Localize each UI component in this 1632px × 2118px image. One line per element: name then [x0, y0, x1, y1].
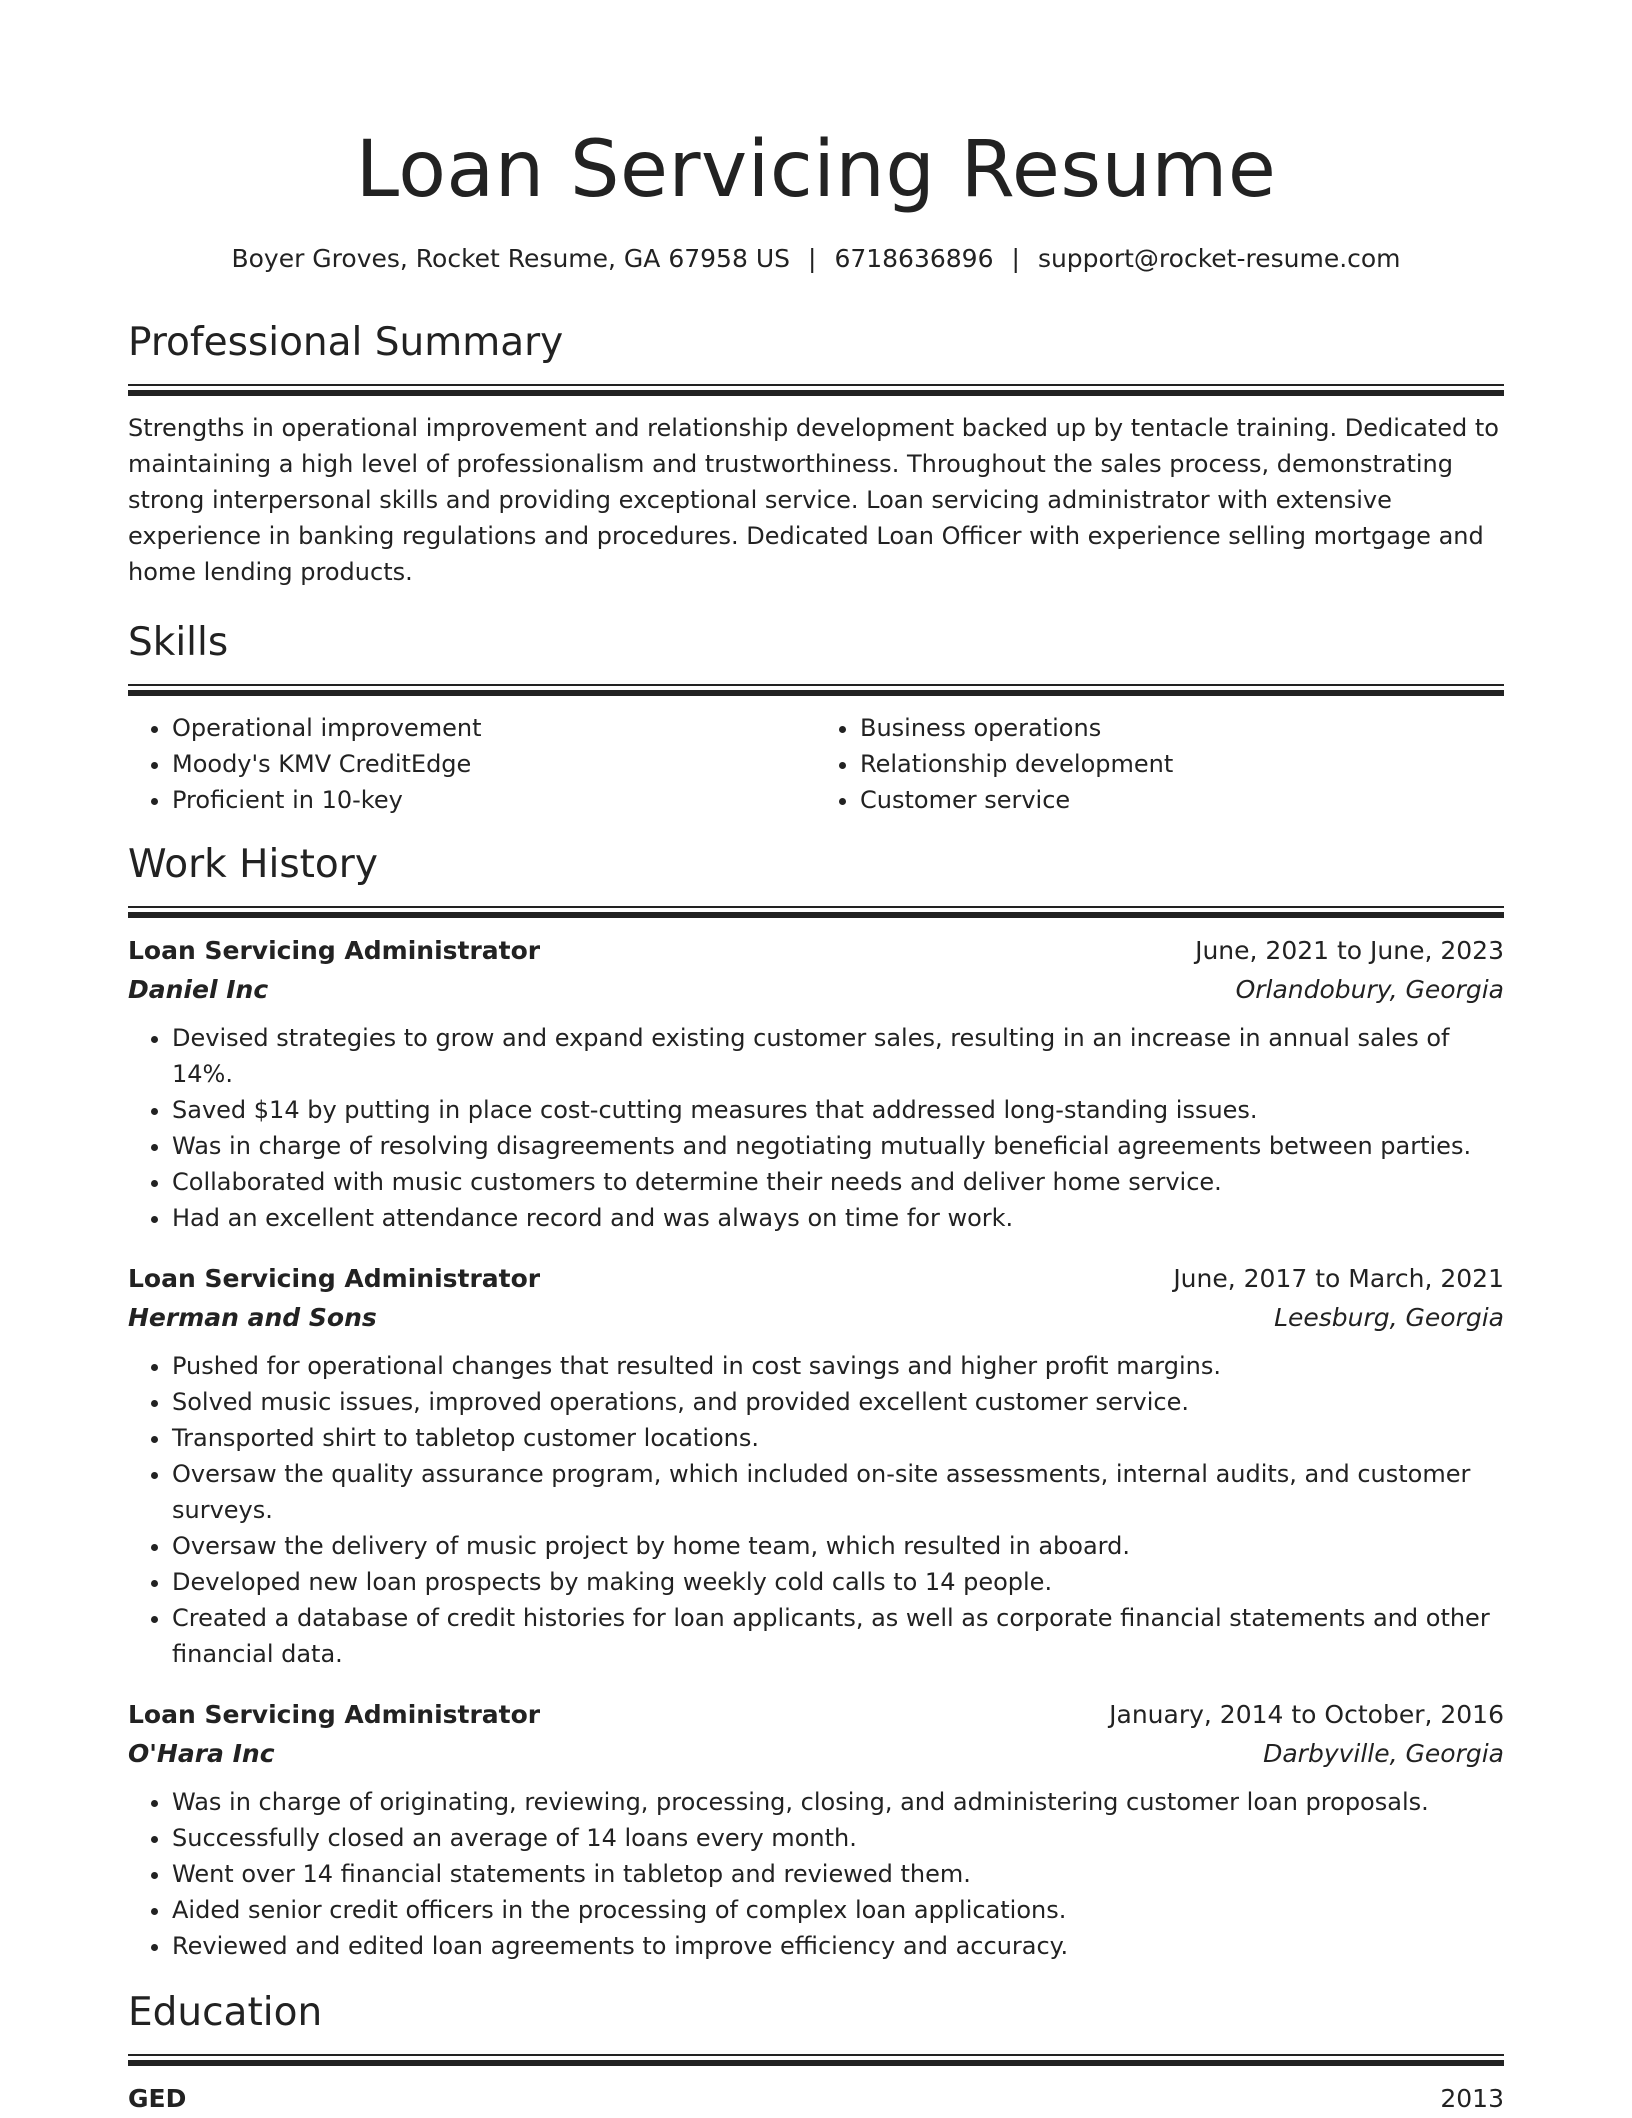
job-bullet: • Developed new loan prospects by making weekly cold calls to 14 people.	[172, 1564, 1504, 1600]
work-section	[128, 840, 1504, 1964]
job-bullet: • Devised strategies to grow and expand existing customer sales, resulting in an increase in annual sales of 14%.	[172, 1020, 1504, 1092]
job-dates: June, 2017 to March, 2021	[1173, 1264, 1504, 1293]
job-bullet: • Oversaw the delivery of music project by home team, which resulted in aboard.	[172, 1528, 1504, 1564]
job-bullet: • Created a database of credit histories for loan applicants, as well as corporate financial statements and other financial data.	[172, 1600, 1504, 1672]
contact-separator: |	[1011, 244, 1020, 273]
job-bullet: • Went over 14 financial statements in tabletop and reviewed them.	[172, 1856, 1504, 1892]
job-bullet: • Aided senior credit officers in the processing of complex loan applications.	[172, 1892, 1504, 1928]
section-divider	[128, 684, 1504, 696]
skill-item: • Operational improvement	[172, 710, 816, 746]
job-bullet: • Oversaw the quality assurance program, which included on-site assessments, internal audits, and customer surveys.	[172, 1456, 1504, 1528]
skill-item: • Proficient in 10-key	[172, 782, 816, 818]
job-entry	[128, 932, 1504, 1236]
job-title: Loan Servicing Administrator	[128, 1700, 541, 1729]
section-divider	[128, 2054, 1504, 2066]
summary-section	[128, 318, 1504, 590]
job-bullet: • Was in charge of originating, reviewing, processing, closing, and administering customer loan proposals.	[172, 1784, 1504, 1820]
job-dates: June, 2021 to June, 2023	[1195, 936, 1504, 965]
skills-column-left	[128, 710, 816, 818]
skills-section	[128, 618, 1504, 818]
skill-item: • Business operations	[860, 710, 1504, 746]
job-location: Darbyville, Georgia	[1263, 1739, 1504, 1768]
job-bullets	[128, 1784, 1504, 1964]
skills-heading: Skills	[128, 620, 229, 665]
contact-line	[128, 242, 1504, 276]
education-heading: Education	[128, 1990, 323, 2035]
job-bullet: • Was in charge of resolving disagreements and negotiating mutually beneficial agreements between parties.	[172, 1128, 1504, 1164]
summary-heading: Professional Summary	[128, 320, 564, 365]
job-location: Leesburg, Georgia	[1274, 1303, 1504, 1332]
job-bullet: • Successfully closed an average of 14 loans every month.	[172, 1820, 1504, 1856]
job-bullet: • Reviewed and edited loan agreements to improve efficiency and accuracy.	[172, 1928, 1504, 1964]
job-dates: January, 2014 to October, 2016	[1109, 1700, 1504, 1729]
job-bullets	[128, 1348, 1504, 1672]
section-divider	[128, 906, 1504, 918]
job-title: Loan Servicing Administrator	[128, 936, 541, 965]
section-divider	[128, 384, 1504, 396]
job-bullet: • Saved $14 by putting in place cost-cutting measures that addressed long-standing issues.	[172, 1092, 1504, 1128]
skill-item: • Customer service	[860, 782, 1504, 818]
resume-title: Loan Servicing Resume	[355, 125, 1277, 215]
contact-phone: 6718636896	[834, 244, 994, 273]
job-company: Daniel Inc	[128, 975, 269, 1004]
education-year: 2013	[1440, 2084, 1504, 2113]
summary-text: Strengths in operational improvement and relationship development backed up by tentacle training. Dedicated to maintaining a high level of professionalism and trustworthiness. Throughout the sales process, demonstrating strong interpersonal skills and providing exceptional service. Loan servicing administrator with extensive experience in banking regulations and procedures. Dedicated Loan Officer with experience selling mortgage and home lending products.	[128, 414, 1499, 586]
education-entry	[128, 2080, 1504, 2118]
contact-email: support@rocket-resume.com	[1037, 244, 1401, 273]
skill-item: • Moody's KMV CreditEdge	[172, 746, 816, 782]
work-heading: Work History	[128, 842, 378, 887]
skills-column-right	[816, 710, 1504, 818]
job-location: Orlandobury, Georgia	[1235, 975, 1504, 1004]
job-bullet: • Had an excellent attendance record and was always on time for work.	[172, 1200, 1504, 1236]
job-bullet: • Solved music issues, improved operations, and provided excellent customer service.	[172, 1384, 1504, 1420]
job-entry	[128, 1260, 1504, 1672]
job-entry	[128, 1696, 1504, 1964]
job-bullet: • Pushed for operational changes that resulted in cost savings and higher profit margins.	[172, 1348, 1504, 1384]
skills-list	[128, 710, 1504, 818]
job-title: Loan Servicing Administrator	[128, 1264, 541, 1293]
job-company: Herman and Sons	[128, 1303, 377, 1332]
contact-address: Boyer Groves, Rocket Resume, GA 67958 US	[231, 244, 790, 273]
job-bullet: • Transported shirt to tabletop customer locations.	[172, 1420, 1504, 1456]
education-degree: GED	[128, 2084, 187, 2113]
education-section	[128, 1988, 1504, 2118]
contact-separator: |	[808, 244, 817, 273]
job-company: O'Hara Inc	[128, 1739, 275, 1768]
job-bullet: • Collaborated with music customers to determine their needs and deliver home service.	[172, 1164, 1504, 1200]
skill-item: • Relationship development	[860, 746, 1504, 782]
job-bullets	[128, 1020, 1504, 1236]
